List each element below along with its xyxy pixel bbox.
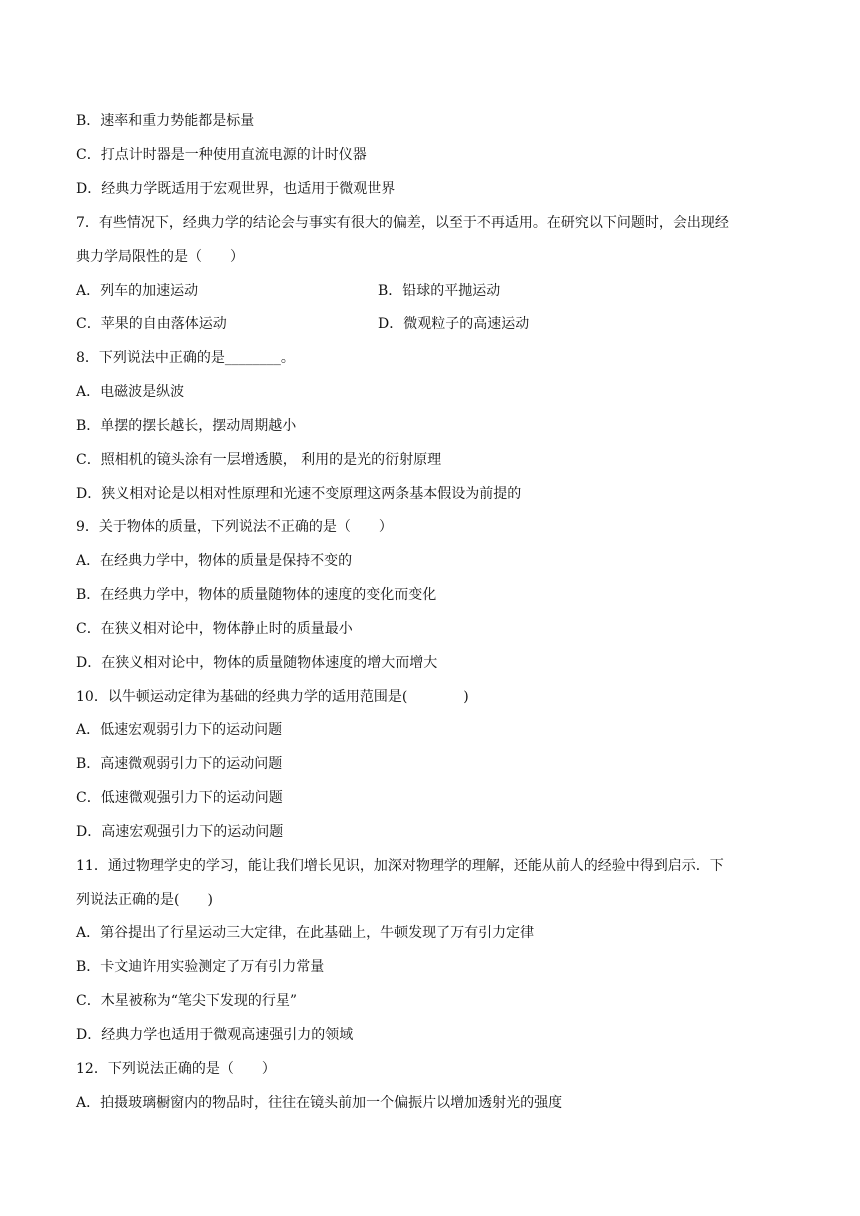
q10-option-b: B．高速微观弱引力下的运动问题 xyxy=(76,756,283,772)
q11-option-d: D．经典力学也适用于微观高速强引力的领域 xyxy=(76,1027,354,1043)
q10-option-a: A．低速宏观弱引力下的运动问题 xyxy=(76,722,283,738)
q10-stem: 10．以牛顿运动定律为基础的经典力学的适用范围是( ) xyxy=(76,689,469,705)
q9-option-d: D．在狭义相对论中，物体的质量随物体速度的增大而增大 xyxy=(76,655,438,671)
q7-stem-line1: 7．有些情况下，经典力学的结论会与事实有很大的偏差，以至于不再适用。在研究以下问题时，会出现经 xyxy=(76,215,729,231)
q8-option-c: C．照相机的镜头涂有一层增透膜， 利用的是光的衍射原理 xyxy=(76,452,442,468)
q11-option-c: C．木星被称为“笔尖下发现的行星” xyxy=(76,993,298,1009)
q10-option-d: D．高速宏观强引力下的运动问题 xyxy=(76,824,284,840)
q7-option-a: A．列车的加速运动 xyxy=(76,283,199,299)
q9-stem: 9．关于物体的质量，下列说法不正确的是（ ） xyxy=(76,519,393,535)
q11-stem-line1: 11．通过物理学史的学习，能让我们增长见识，加深对物理学的理解，还能从前人的经验中得到启示．下 xyxy=(76,858,724,874)
q7-option-b: B．铅球的平抛运动 xyxy=(378,283,501,299)
q9-option-c: C．在狭义相对论中，物体静止时的质量最小 xyxy=(76,621,353,637)
q9-option-b: B．在经典力学中，物体的质量随物体的速度的变化而变化 xyxy=(76,587,437,603)
q12-stem: 12．下列说法正确的是（ ） xyxy=(76,1061,276,1077)
q8-stem: 8．下列说法中正确的是________。 xyxy=(76,350,295,366)
q6-option-d: D．经典力学既适用于宏观世界，也适用于微观世界 xyxy=(76,181,396,197)
q7-stem-line2: 典力学局限性的是（ ） xyxy=(76,249,244,265)
q11-option-b: B．卡文迪许用实验测定了万有引力常量 xyxy=(76,959,325,975)
q7-option-c: C．苹果的自由落体运动 xyxy=(76,316,227,332)
q7-option-d: D．微观粒子的高速运动 xyxy=(378,316,530,332)
q11-option-a: A．第谷提出了行星运动三大定律，在此基础上，牛顿发现了万有引力定律 xyxy=(76,925,535,941)
q12-option-a: A．拍摄玻璃橱窗内的物品时，往往在镜头前加一个偏振片以增加透射光的强度 xyxy=(76,1095,563,1111)
q8-option-d: D．狭义相对论是以相对性原理和光速不变原理这两条基本假设为前提的 xyxy=(76,486,522,502)
q8-option-a: A．电磁波是纵波 xyxy=(76,384,185,400)
q10-option-c: C．低速微观强引力下的运动问题 xyxy=(76,790,283,806)
q8-option-b: B．单摆的摆长越长，摆动周期越小 xyxy=(76,418,297,434)
q9-option-a: A．在经典力学中，物体的质量是保持不变的 xyxy=(76,553,353,569)
q6-option-b: B．速率和重力势能都是标量 xyxy=(76,113,255,129)
q11-stem-line2: 列说法正确的是( ) xyxy=(76,892,213,908)
q6-option-c: C．打点计时器是一种使用直流电源的计时仪器 xyxy=(76,147,367,163)
